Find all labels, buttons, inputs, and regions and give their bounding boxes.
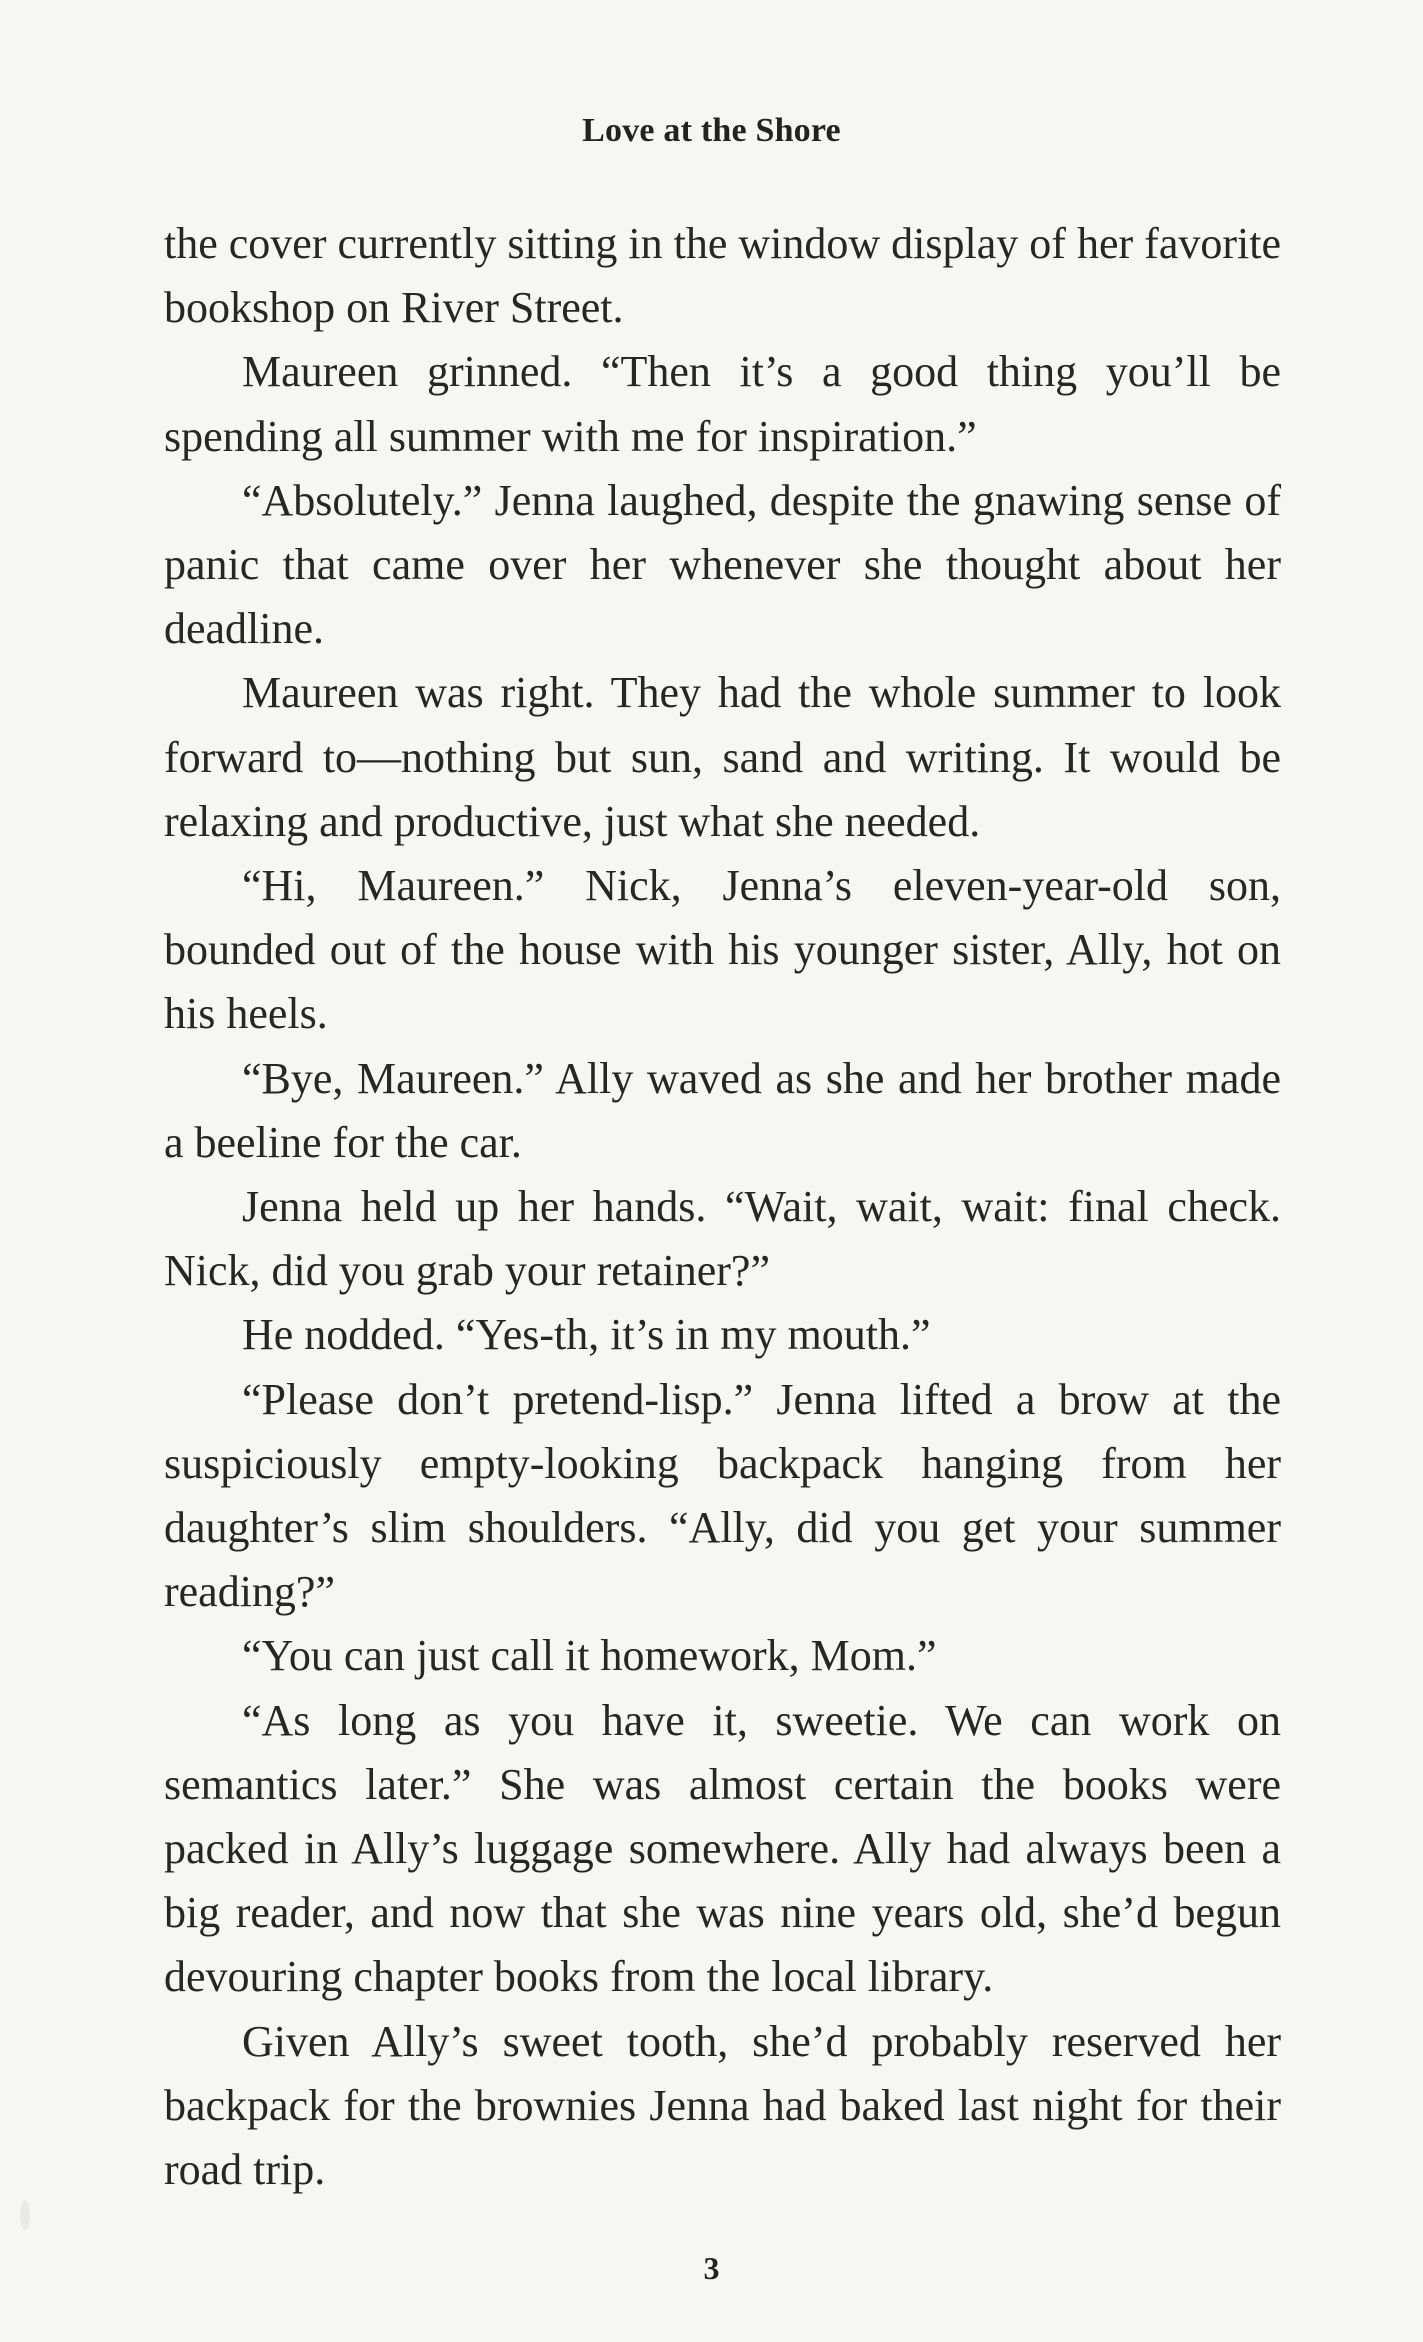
paragraph: “Absolutely.” Jenna laughed, despite the gnawing sense of panic that came over her whenever she thought about her deadline. — [164, 475, 1281, 654]
paragraph: “Bye, Maureen.” Ally waved as she and her brother made a beeline for the car. — [164, 1053, 1281, 1167]
paragraph: “Please don’t pretend-lisp.” Jenna lifted a brow at the suspiciously empty-looking backpack hanging from her daughter’s slim shoulders. “Ally, did you get your summer reading?” — [164, 1374, 1281, 1617]
paragraph: Maureen was right. They had the whole summer to look forward to—nothing but sun, sand and writing. It would be relaxing and productive, just what she needed. — [164, 668, 1281, 846]
paragraph: “Hi, Maureen.” Nick, Jenna’s eleven-year-old son, bounded out of the house with his younger sister, Ally, hot on his heels. — [164, 861, 1281, 1039]
running-head: Love at the Shore — [582, 112, 841, 149]
body-text — [164, 212, 1281, 2202]
page-number: 3 — [703, 2250, 720, 2286]
paragraph: He nodded. “Yes-th, it’s in my mouth.” — [242, 1310, 931, 1360]
paragraph: “You can just call it homework, Mom.” — [242, 1631, 937, 1681]
paragraph: Given Ally’s sweet tooth, she’d probably reserved her backpack for the brownies Jenna had baked last night for their road trip. — [164, 2016, 1281, 2195]
paragraph: the cover currently sitting in the window display of her favorite bookshop on River Street. — [164, 219, 1281, 333]
paragraph: “As long as you have it, sweetie. We can work on semantics later.” She was almost certain the books were packed in Ally’s luggage somewhere. Ally had always been a big reader, and now that she was nine years old, she’d begun devouring chapter books from the local library. — [164, 1695, 1281, 2002]
scan-speck — [20, 2200, 30, 2230]
paragraph: Maureen grinned. “Then it’s a good thing you’ll be spending all summer with me for inspiration.” — [164, 347, 1281, 461]
paragraph: Jenna held up her hands. “Wait, wait, wait: final check. Nick, did you grab your retainer?” — [164, 1182, 1281, 1296]
